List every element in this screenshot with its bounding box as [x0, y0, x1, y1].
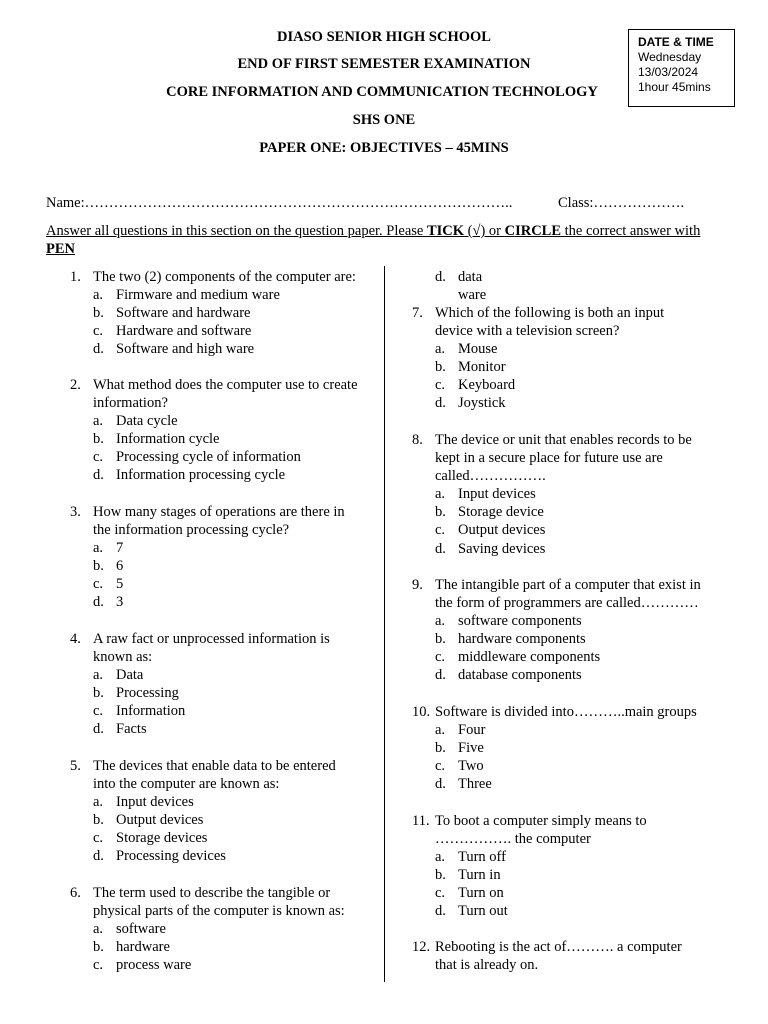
- option-text: Information cycle: [116, 431, 220, 448]
- question-9: [412, 576, 701, 685]
- option-text: Two: [458, 758, 484, 775]
- option-letter: c.: [435, 649, 446, 666]
- option-text: Turn in: [458, 867, 501, 884]
- question-stem: A raw fact or unprocessed information is: [93, 631, 330, 647]
- answer-option[interactable]: [93, 322, 356, 340]
- question-number: 6.: [70, 885, 81, 901]
- answer-option[interactable]: [435, 866, 647, 884]
- option-letter: b.: [93, 431, 104, 448]
- option-text: Output devices: [116, 812, 204, 829]
- option-letter: c.: [435, 522, 446, 539]
- option-letter: b.: [93, 558, 104, 575]
- option-text: Turn on: [458, 885, 504, 902]
- question-stem: information?: [93, 395, 168, 412]
- level-title: SHS ONE: [352, 112, 416, 128]
- question-stem: into the computer are known as:: [93, 776, 280, 793]
- question-stem: kept in a secure place for future use are: [435, 450, 663, 467]
- answer-option[interactable]: [435, 757, 697, 775]
- option-text: Information: [116, 703, 186, 720]
- answer-option[interactable]: [93, 575, 345, 593]
- option-letter: d.: [435, 776, 446, 793]
- option-letter: a.: [435, 341, 446, 358]
- question-number: 12.: [412, 939, 431, 955]
- question-number: 4.: [70, 631, 81, 647]
- option-letter: b.: [435, 867, 446, 884]
- option-text: Facts: [116, 721, 147, 738]
- answer-option[interactable]: [93, 286, 356, 304]
- option-text: Software and high ware: [116, 341, 255, 358]
- answer-option[interactable]: [93, 938, 345, 956]
- option-letter: a.: [93, 921, 104, 938]
- answer-option[interactable]: [93, 829, 336, 847]
- question-number: 3.: [70, 504, 81, 520]
- answer-option[interactable]: [435, 503, 692, 521]
- name-field[interactable]: Name:……………………………………………………………………………..: [46, 195, 513, 211]
- option-text: middleware components: [458, 649, 601, 666]
- answer-option[interactable]: [93, 811, 336, 829]
- option-text: database components: [458, 667, 582, 684]
- option-text: Four: [458, 722, 486, 739]
- option-letter: a.: [93, 667, 104, 684]
- option-letter: a.: [435, 722, 446, 739]
- question-number: 7.: [412, 305, 423, 321]
- option-letter: b.: [435, 740, 446, 757]
- option-text: software: [116, 921, 166, 938]
- answer-option[interactable]: [93, 702, 330, 720]
- option-text: data ware: [458, 269, 487, 304]
- school-name: DIASO SENIOR HIGH SCHOOL: [277, 29, 491, 45]
- option-text: Five: [458, 740, 484, 757]
- option-letter: b.: [93, 685, 104, 702]
- instructions-tick: TICK: [426, 223, 465, 239]
- option-letter: b.: [435, 359, 446, 376]
- option-text: Saving devices: [458, 540, 546, 557]
- option-text: Storage device: [458, 504, 544, 521]
- subject-title: CORE INFORMATION AND COMMUNICATION TECHNOLOGY: [166, 84, 598, 100]
- answer-option[interactable]: [93, 557, 345, 575]
- answer-option[interactable]: [93, 684, 330, 702]
- answer-option[interactable]: [93, 448, 358, 466]
- answer-option[interactable]: [93, 304, 356, 322]
- option-text: Turn off: [458, 849, 506, 866]
- answer-option[interactable]: [93, 412, 358, 430]
- question-number: 10.: [412, 704, 431, 720]
- question-number: 2.: [70, 377, 81, 393]
- question-12: [412, 938, 682, 974]
- option-letter: c.: [93, 703, 104, 720]
- option-letter: c.: [93, 957, 104, 974]
- question-10: [412, 703, 697, 793]
- option-letter: b.: [93, 812, 104, 829]
- option-letter: c.: [93, 830, 104, 847]
- paper-title: PAPER ONE: OBJECTIVES – 45MINS: [259, 140, 509, 156]
- option-letter: b.: [435, 504, 446, 521]
- answer-option[interactable]: [435, 775, 697, 793]
- option-text: 7: [116, 540, 124, 557]
- option-letter: d.: [93, 594, 104, 611]
- answer-option[interactable]: [435, 521, 692, 539]
- answer-option[interactable]: [93, 593, 345, 611]
- option-text: Software and hardware: [116, 305, 251, 322]
- question-8: [412, 431, 692, 558]
- exam-day: Wednesday: [638, 50, 702, 64]
- option-letter: d.: [93, 467, 104, 484]
- option-letter: a.: [93, 287, 104, 304]
- option-letter: d.: [435, 667, 446, 684]
- option-letter: d.: [435, 395, 446, 412]
- question-4: [70, 630, 330, 739]
- option-letter: a.: [93, 413, 104, 430]
- question-number: 5.: [70, 758, 81, 774]
- option-letter: d.: [435, 269, 446, 285]
- option-letter: a.: [435, 849, 446, 866]
- answer-option[interactable]: [93, 666, 330, 684]
- option-text: Processing: [116, 685, 179, 702]
- question-stem: Rebooting is the act of………. a computer: [435, 939, 682, 955]
- option-text: hardware: [116, 939, 170, 956]
- option-text: 3: [116, 594, 124, 611]
- answer-option[interactable]: [435, 358, 664, 376]
- question-number: 11.: [412, 813, 430, 829]
- answer-option[interactable]: [435, 268, 486, 304]
- question-stem: that is already on.: [435, 957, 539, 974]
- option-text: Hardware and software: [116, 323, 252, 340]
- instructions-text-3: the correct answer with: [561, 223, 701, 239]
- answer-option[interactable]: [435, 666, 701, 684]
- answer-option[interactable]: [93, 793, 336, 811]
- option-letter: a.: [93, 540, 104, 557]
- option-text: Turn out: [458, 903, 508, 920]
- option-letter: c.: [435, 377, 446, 394]
- option-letter: d.: [435, 903, 446, 920]
- date-time-label: DATE & TIME: [638, 35, 714, 49]
- option-text: Data: [116, 667, 144, 684]
- answer-option[interactable]: [435, 648, 701, 666]
- instructions: [46, 222, 722, 258]
- question-3: [70, 503, 345, 612]
- question-stem: ……………. the computer: [435, 831, 591, 848]
- option-text: Three: [458, 776, 492, 793]
- answer-option[interactable]: [435, 848, 647, 866]
- question-stem: the information processing cycle?: [93, 522, 290, 539]
- question-7: [412, 304, 664, 413]
- option-letter: a.: [435, 486, 446, 503]
- option-letter: b.: [435, 631, 446, 648]
- question-stem: The intangible part of a computer that exist in: [435, 577, 701, 593]
- option-text: Processing cycle of information: [116, 449, 301, 466]
- option-letter: c.: [93, 449, 104, 466]
- option-text: Joystick: [458, 395, 506, 412]
- option-text: Firmware and medium ware: [116, 287, 280, 304]
- instructions-pen: PEN: [46, 241, 75, 257]
- question-stem: called…………….: [435, 468, 546, 485]
- question-stem: Software is divided into………..main groups: [435, 704, 697, 720]
- answer-option[interactable]: [93, 720, 330, 738]
- option-letter: c.: [93, 323, 104, 340]
- question-stem: physical parts of the computer is known as:: [93, 903, 345, 920]
- question-11: [412, 812, 647, 921]
- option-letter: a.: [93, 794, 104, 811]
- answer-option[interactable]: [93, 847, 336, 865]
- option-text: Mouse: [458, 341, 498, 358]
- option-letter: b.: [93, 939, 104, 956]
- option-text: Input devices: [116, 794, 194, 811]
- class-field[interactable]: Class:……………….: [558, 195, 685, 211]
- answer-option[interactable]: [435, 630, 701, 648]
- option-text: Data cycle: [116, 413, 178, 430]
- instructions-circle: CIRCLE: [504, 223, 562, 239]
- option-text: 5: [116, 576, 124, 593]
- answer-option[interactable]: [435, 340, 664, 358]
- question-stem: How many stages of operations are there in: [93, 504, 345, 520]
- answer-option[interactable]: [93, 466, 358, 484]
- option-text: hardware components: [458, 631, 586, 648]
- option-text: Storage devices: [116, 830, 208, 847]
- option-text: Processing devices: [116, 848, 226, 865]
- question-2: [70, 376, 358, 485]
- option-text: Keyboard: [458, 377, 516, 394]
- option-text: Monitor: [458, 359, 506, 376]
- option-letter: d.: [93, 848, 104, 865]
- question-number: 8.: [412, 432, 423, 448]
- answer-option[interactable]: [435, 884, 647, 902]
- answer-option[interactable]: [435, 540, 692, 558]
- question-stem: the form of programmers are called…………: [435, 595, 699, 612]
- question-stem: Which of the following is both an input: [435, 305, 665, 321]
- exam-duration: 1hour 45mins: [638, 80, 711, 94]
- option-letter: c.: [435, 885, 446, 902]
- answer-option[interactable]: [435, 721, 697, 739]
- answer-option[interactable]: [435, 485, 692, 503]
- answer-option[interactable]: [93, 430, 358, 448]
- date-time-box: [628, 29, 735, 107]
- question-stem: What method does the computer use to create: [93, 377, 358, 393]
- answer-option[interactable]: [435, 902, 647, 920]
- answer-option[interactable]: [435, 739, 697, 757]
- question-stem: The two (2) components of the computer are:: [93, 269, 356, 285]
- question-stem: To boot a computer simply means to: [435, 813, 647, 829]
- option-letter: d.: [93, 721, 104, 738]
- question-5: [70, 757, 336, 866]
- option-text: 6: [116, 558, 124, 575]
- option-text: Input devices: [458, 486, 536, 503]
- answer-option[interactable]: [93, 340, 356, 358]
- instructions-text-1: Answer all questions in this section on the question paper. Please: [46, 223, 427, 239]
- option-letter: d.: [435, 540, 446, 557]
- option-letter: d.: [93, 341, 104, 358]
- option-text: process ware: [116, 957, 192, 974]
- answer-option[interactable]: [435, 394, 664, 412]
- option-letter: c.: [93, 576, 104, 593]
- question-stem: The devices that enable data to be entered: [93, 758, 336, 774]
- option-text: Output devices: [458, 522, 546, 539]
- question-number: 9.: [412, 577, 423, 593]
- option-letter: b.: [93, 305, 104, 322]
- question-stem: The term used to describe the tangible or: [93, 885, 331, 901]
- question-number: 1.: [70, 269, 81, 285]
- answer-option[interactable]: [93, 539, 345, 557]
- question-stem: known as:: [93, 649, 153, 666]
- question-stem: The device or unit that enables records to be: [435, 432, 692, 448]
- question-1: [70, 268, 356, 358]
- column-divider: [384, 266, 385, 982]
- option-text: software components: [458, 613, 582, 630]
- instructions-text-2: (√) or: [464, 223, 505, 239]
- answer-option[interactable]: [93, 920, 345, 938]
- exam-title: END OF FIRST SEMESTER EXAMINATION: [237, 56, 531, 72]
- answer-option[interactable]: [435, 376, 664, 394]
- option-letter: a.: [435, 613, 446, 630]
- answer-option[interactable]: [435, 612, 701, 630]
- exam-date: 13/03/2024: [638, 65, 699, 79]
- question-stem: device with a television screen?: [435, 323, 620, 340]
- option-text: Information processing cycle: [116, 467, 286, 484]
- answer-option[interactable]: [93, 956, 345, 974]
- option-letter: c.: [435, 758, 446, 775]
